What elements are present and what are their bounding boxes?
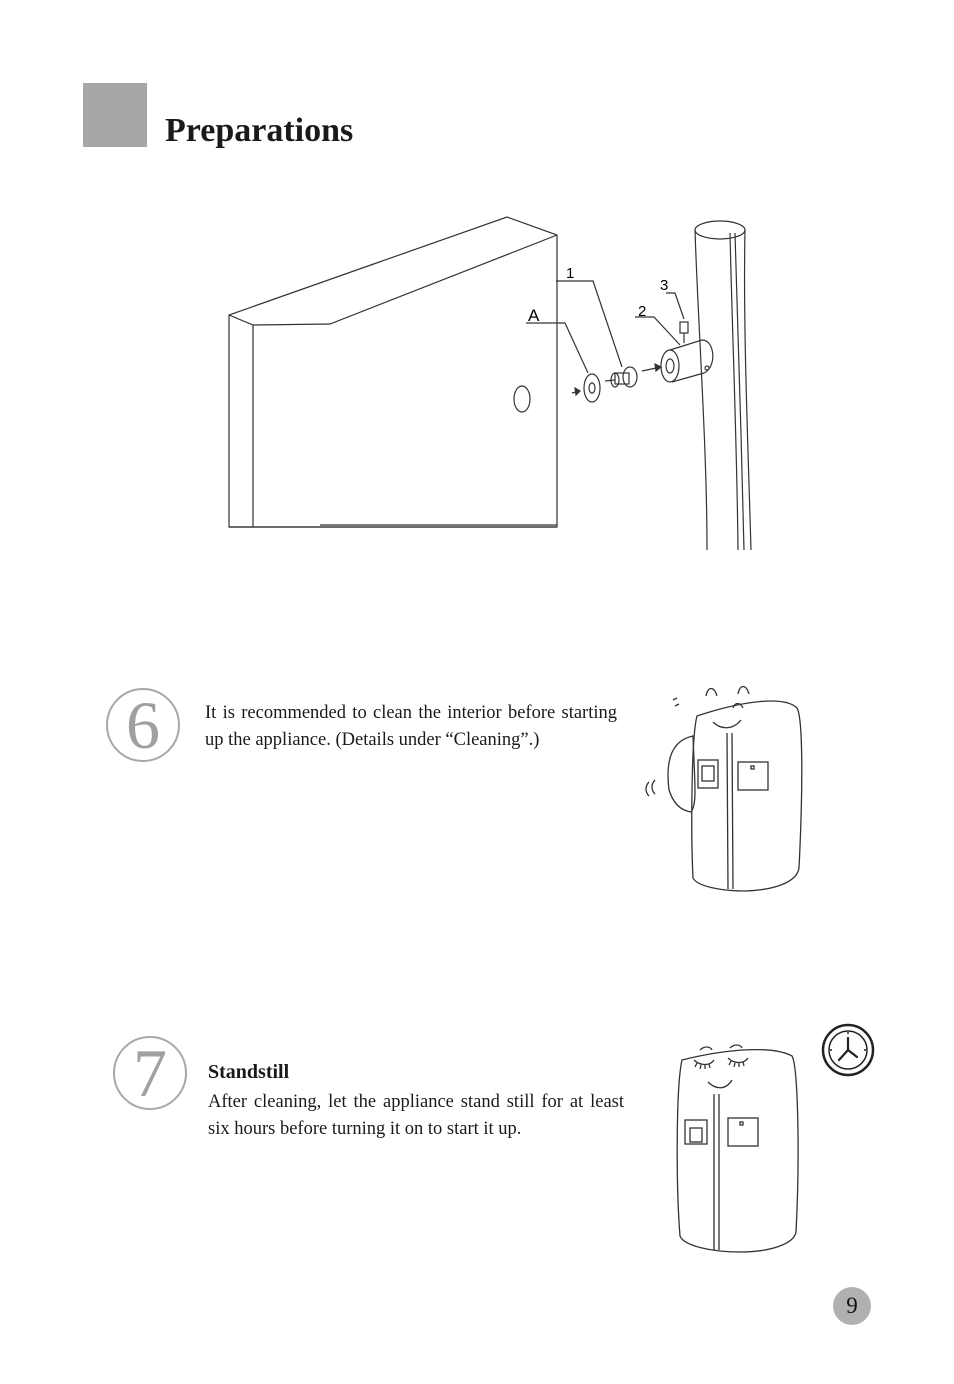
- fridge-cleaning-illustration: [635, 678, 815, 898]
- step-7-heading: Standstill: [208, 1061, 290, 1083]
- label-3: 3: [660, 277, 669, 294]
- section-marker-block: [83, 83, 147, 147]
- step-6-number: 6: [126, 687, 160, 763]
- clock-icon: [820, 1022, 876, 1078]
- door-handle-diagram: [220, 205, 765, 560]
- fridge-standstill-illustration: [670, 1036, 815, 1258]
- step-7-number: 7: [133, 1035, 167, 1111]
- label-2: 2: [638, 303, 647, 320]
- step-7-text: After cleaning, let the appliance stand still for at least six hours before turning it on to start it up.: [208, 1092, 624, 1139]
- step-6-text: It is recommended to clean the interior before starting up the appliance. (Details under “Cleaning”.): [205, 703, 617, 750]
- page-number-badge: 9: [833, 1287, 871, 1325]
- page-title: Preparations: [165, 112, 354, 149]
- label-a: A: [528, 306, 540, 325]
- label-1: 1: [566, 265, 575, 282]
